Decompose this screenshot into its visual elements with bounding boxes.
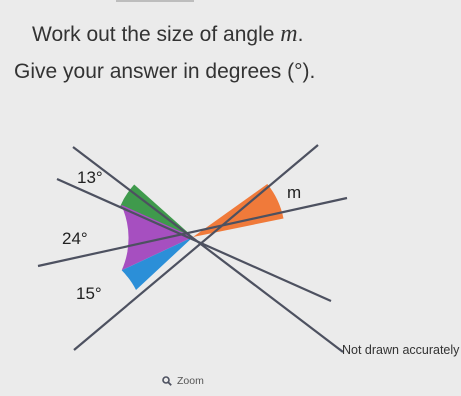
question-line-1 bbox=[32, 19, 303, 50]
question-period: . bbox=[297, 23, 304, 46]
angle-variable: m bbox=[280, 21, 298, 47]
question-line-2: Give your answer in degrees (°). bbox=[14, 60, 316, 83]
magnifier-icon bbox=[162, 376, 172, 386]
angle-diagram bbox=[0, 120, 461, 380]
question-text: Work out the size of angle bbox=[32, 23, 281, 46]
zoom-label: Zoom bbox=[177, 375, 204, 387]
label-13: 13° bbox=[77, 168, 103, 187]
zoom-button[interactable] bbox=[162, 375, 204, 387]
not-drawn-accurately-note: Not drawn accurately bbox=[342, 343, 460, 357]
label-m: m bbox=[287, 183, 302, 202]
label-24: 24° bbox=[62, 229, 88, 248]
label-15: 15° bbox=[76, 284, 102, 303]
top-divider bbox=[116, 0, 194, 2]
